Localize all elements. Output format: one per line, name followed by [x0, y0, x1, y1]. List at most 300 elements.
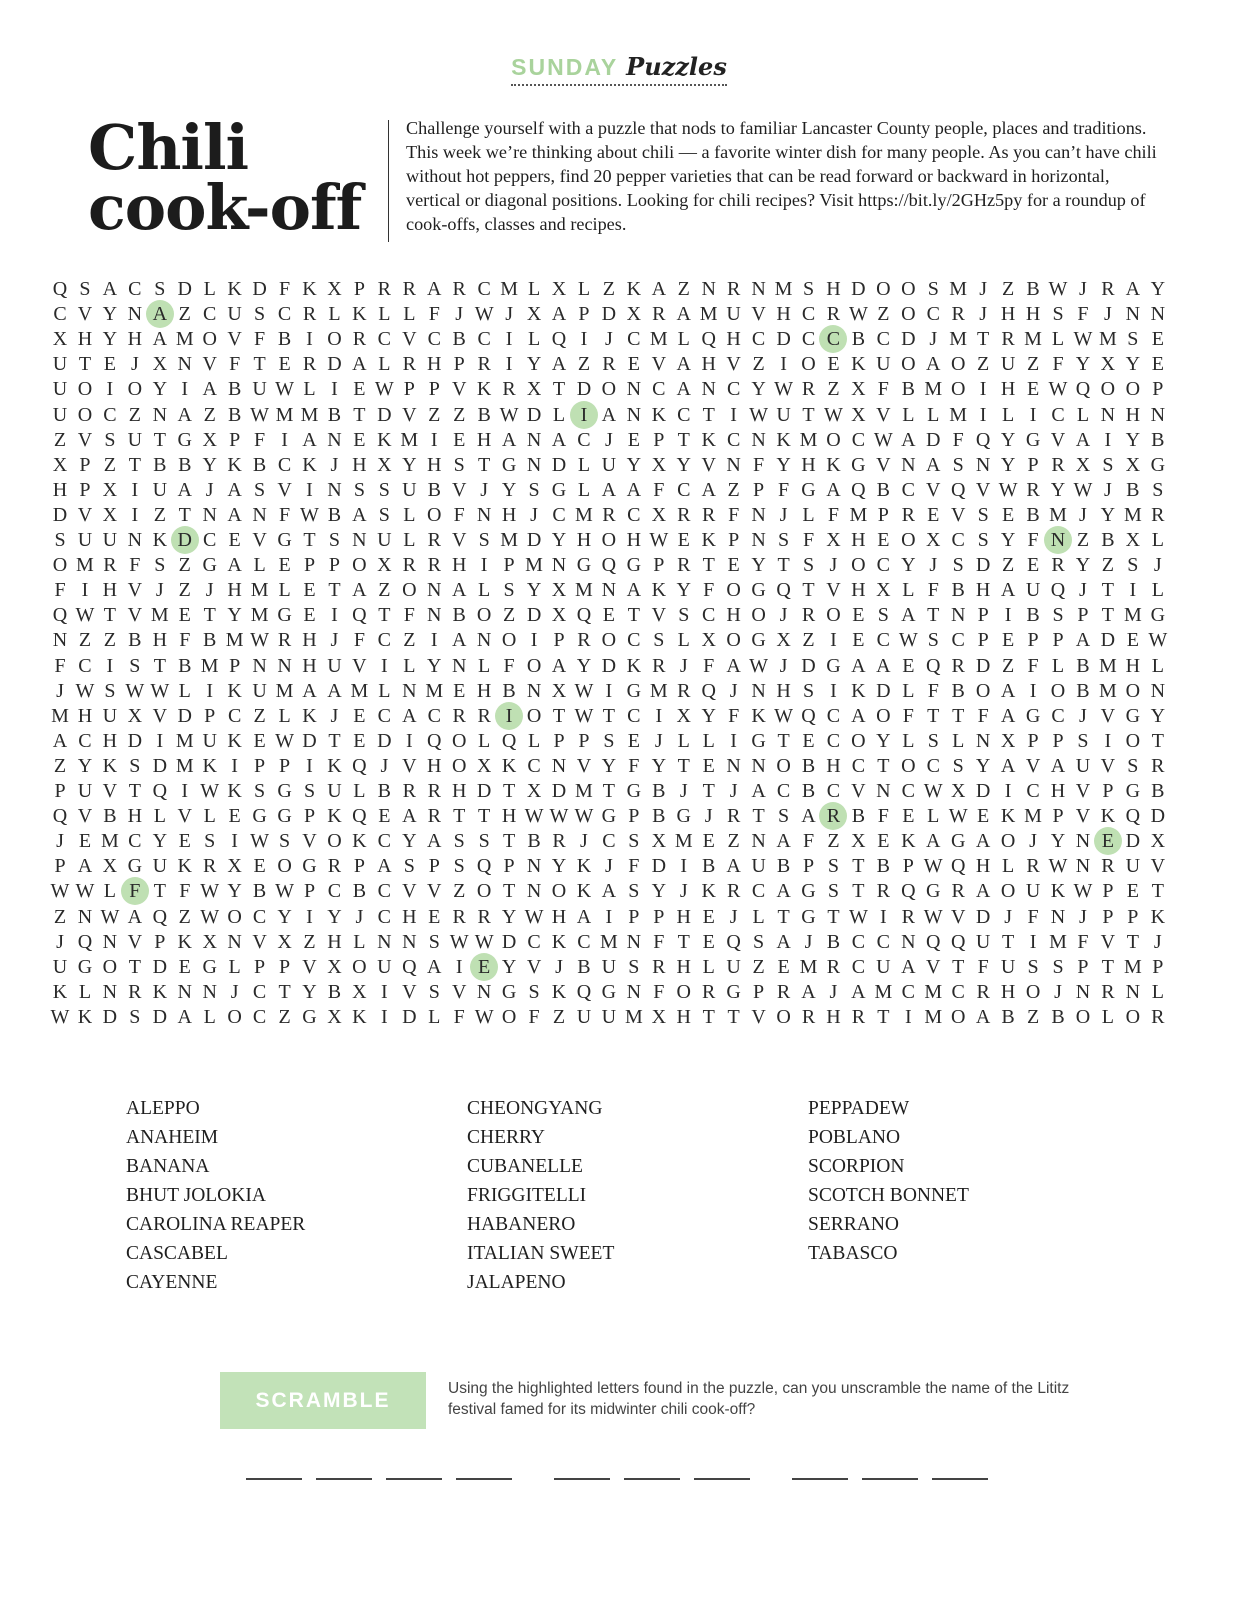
grid-letter: Z: [103, 629, 116, 652]
word-item: CHEONGYANG: [467, 1098, 603, 1119]
grid-letter: R: [452, 905, 466, 928]
grid-letter: R: [402, 554, 416, 577]
grid-letter: R: [452, 278, 466, 300]
grid-letter: J: [929, 328, 938, 351]
answer-blank[interactable]: [694, 1478, 750, 1480]
grid-letter: B: [1026, 604, 1040, 627]
grid-letter: C: [951, 629, 965, 652]
grid-letter: R: [951, 654, 965, 677]
grid-letter: J: [829, 554, 838, 577]
grid-letter: T: [677, 428, 690, 451]
grid-letter: Y: [1125, 428, 1141, 451]
grid-letter: D: [177, 529, 192, 551]
grid-letter: R: [951, 303, 965, 326]
grid-letter: A: [551, 353, 567, 376]
grid-letter: V: [227, 328, 242, 351]
grid-letter: C: [801, 328, 816, 351]
grid-letter: P: [1052, 629, 1064, 652]
grid-letter: C: [577, 428, 591, 451]
grid-letter: S: [628, 830, 640, 853]
grid-letter: H: [451, 554, 467, 577]
grid-letter: B: [951, 679, 965, 702]
grid-letter: W: [474, 303, 494, 326]
grid-letter: I: [381, 1005, 388, 1028]
grid-letter: N: [975, 729, 991, 752]
grid-letter: J: [1153, 930, 1162, 953]
grid-letter: F: [653, 930, 665, 953]
grid-letter: W: [948, 805, 968, 828]
grid-letter: L: [378, 353, 391, 376]
grid-letter: N: [451, 654, 467, 677]
grid-letter: T: [702, 1005, 715, 1028]
grid-letter: I: [1004, 604, 1012, 627]
grid-letter: E: [228, 529, 241, 551]
grid-letter: V: [926, 478, 941, 501]
grid-letter: S: [453, 855, 465, 878]
grid-letter: J: [530, 503, 538, 526]
grid-letter: P: [802, 855, 815, 878]
answer-blank[interactable]: [554, 1478, 610, 1480]
grid-letter: N: [1150, 403, 1166, 426]
grid-letter: V: [252, 529, 267, 551]
grid-letter: X: [102, 478, 118, 501]
scramble-instructions: Using the highlighted letters found in the puzzle, can you unscramble the name of the Lititz festival famed for its midwinter chili cook-off?: [448, 1380, 1070, 1418]
grid-letter: I: [131, 503, 139, 526]
grid-letter: S: [378, 503, 390, 526]
grid-letter: W: [125, 679, 145, 702]
grid-letter: N: [352, 529, 367, 551]
grid-letter: L: [78, 980, 92, 1003]
grid-letter: Z: [502, 604, 516, 627]
grid-letter: M: [674, 830, 693, 853]
answer-blank[interactable]: [932, 1478, 988, 1480]
grid-letter: F: [728, 704, 740, 727]
grid-letter: W: [250, 403, 270, 426]
grid-letter: S: [827, 855, 839, 878]
grid-letter: E: [602, 604, 615, 627]
grid-letter: C: [851, 754, 866, 777]
grid-letter: P: [628, 805, 640, 828]
grid-letter: B: [252, 453, 267, 476]
grid-letter: V: [451, 478, 467, 501]
grid-letter: X: [626, 303, 642, 326]
grid-letter: A: [726, 855, 741, 878]
grid-letter: S: [827, 880, 839, 903]
grid-letter: T: [502, 880, 516, 903]
grid-letter: P: [453, 353, 465, 376]
grid-letter: H: [302, 629, 317, 652]
grid-letter: Q: [77, 930, 93, 953]
grid-letter: W: [873, 428, 893, 451]
grid-letter: Y: [77, 754, 93, 777]
grid-letter: T: [877, 1005, 890, 1028]
grid-letter: A: [352, 353, 367, 376]
grid-letter: T: [777, 554, 790, 577]
grid-letter: X: [950, 780, 966, 802]
grid-letter: E: [453, 679, 466, 702]
grid-letter: U: [327, 654, 342, 677]
grid-letter: Y: [1150, 704, 1166, 727]
grid-letter: M: [225, 629, 244, 652]
grid-letter: V: [1150, 855, 1166, 878]
grid-letter: S: [154, 278, 166, 300]
grid-letter: H: [427, 353, 442, 376]
grid-letter: I: [605, 905, 613, 928]
grid-letter: B: [452, 328, 466, 351]
grid-letter: N: [252, 503, 267, 526]
grid-letter: M: [1098, 654, 1117, 677]
grid-letter: X: [551, 278, 567, 300]
grid-letter: J: [1079, 503, 1087, 526]
grid-letter: Q: [427, 729, 442, 752]
grid-letter: R: [602, 503, 616, 526]
grid-letter: P: [1077, 955, 1089, 978]
grid-letter: M: [949, 328, 968, 351]
grid-letter: E: [852, 604, 865, 627]
grid-letter: T: [128, 780, 141, 802]
grid-letter: E: [827, 353, 840, 376]
grid-letter: Y: [501, 955, 517, 978]
grid-letter: Y: [277, 905, 292, 928]
grid-letter: O: [950, 378, 966, 401]
word-item: ANAHEIM: [126, 1127, 219, 1148]
grid-letter: N: [726, 754, 741, 777]
grid-letter: E: [1001, 503, 1015, 526]
grid-letter: S: [104, 428, 116, 451]
grid-letter: X: [377, 453, 392, 476]
grid-letter: T: [253, 353, 266, 376]
grid-letter: P: [303, 805, 316, 828]
grid-letter: R: [477, 353, 491, 376]
grid-letter: R: [477, 905, 491, 928]
grid-letter: P: [877, 503, 889, 526]
grid-letter: D: [651, 855, 667, 878]
grid-letter: I: [680, 855, 688, 878]
grid-letter: V: [751, 303, 766, 326]
grid-letter: I: [505, 704, 513, 727]
grid-letter: O: [676, 980, 691, 1003]
grid-letter: V: [402, 328, 417, 351]
grid-letter: S: [528, 478, 540, 501]
grid-letter: M: [649, 679, 668, 702]
grid-letter: D: [776, 328, 791, 351]
grid-letter: G: [726, 980, 741, 1003]
grid-letter: J: [230, 980, 239, 1003]
grid-letter: I: [904, 1005, 912, 1028]
grid-letter: X: [551, 579, 567, 602]
grid-letter: M: [1098, 328, 1117, 351]
grid-letter: T: [1101, 579, 1114, 602]
grid-letter: S: [428, 980, 440, 1003]
grid-letter: J: [130, 353, 139, 376]
grid-letter: W: [574, 704, 594, 727]
grid-letter: V: [177, 805, 192, 828]
grid-letter: D: [152, 1005, 168, 1028]
answer-blank[interactable]: [316, 1478, 372, 1480]
grid-letter: E: [702, 754, 715, 777]
grid-letter: J: [205, 478, 214, 501]
grid-letter: W: [1073, 880, 1093, 903]
grid-letter: B: [377, 780, 392, 802]
grid-letter: J: [1004, 905, 1012, 928]
grid-letter: N: [476, 980, 492, 1003]
grid-letter: G: [601, 805, 617, 828]
grid-letter: B: [901, 378, 915, 401]
grid-letter: S: [104, 679, 116, 702]
grid-letter: A: [402, 805, 417, 828]
grid-letter: S: [653, 629, 665, 652]
grid-letter: Z: [153, 503, 166, 526]
grid-letter: W: [823, 403, 843, 426]
grid-letter: R: [327, 855, 342, 878]
grid-letter: N: [876, 780, 891, 802]
grid-letter: E: [702, 905, 715, 928]
grid-letter: X: [102, 503, 118, 526]
grid-letter: G: [1025, 428, 1041, 451]
grid-letter: W: [574, 679, 594, 702]
grid-letter: P: [1152, 378, 1164, 401]
grid-letter: C: [1051, 403, 1065, 426]
grid-letter: R: [103, 554, 117, 577]
grid-letter: A: [377, 855, 392, 878]
grid-letter: K: [202, 754, 217, 777]
grid-letter: Z: [53, 905, 67, 928]
grid-letter: M: [425, 679, 444, 702]
grid-letter: V: [402, 403, 417, 426]
grid-letter: T: [303, 529, 316, 551]
grid-letter: G: [1150, 453, 1166, 476]
grid-letter: M: [150, 604, 169, 627]
grid-letter: D: [327, 353, 342, 376]
word-item: POBLANO: [808, 1127, 901, 1148]
grid-letter: R: [652, 955, 666, 978]
grid-letter: S: [453, 830, 465, 853]
grid-letter: O: [352, 554, 367, 577]
grid-letter: F: [653, 980, 665, 1003]
grid-letter: Y: [901, 554, 916, 577]
grid-letter: R: [502, 378, 516, 401]
grid-letter: I: [1129, 579, 1137, 602]
grid-letter: N: [1125, 303, 1141, 326]
grid-letter: G: [926, 880, 941, 903]
answer-blank[interactable]: [456, 1478, 512, 1480]
grid-letter: X: [526, 780, 542, 802]
grid-letter: N: [1075, 980, 1091, 1003]
grid-letter: Y: [1100, 503, 1116, 526]
grid-letter: E: [777, 955, 790, 978]
grid-letter: K: [327, 805, 342, 828]
grid-letter: M: [575, 780, 593, 802]
grid-letter: S: [977, 503, 989, 526]
grid-letter: E: [103, 353, 116, 376]
grid-letter: E: [1026, 378, 1040, 401]
grid-letter: K: [1000, 805, 1016, 828]
grid-letter: K: [576, 855, 592, 878]
grid-letter: L: [253, 554, 266, 577]
grid-letter: H: [726, 604, 741, 627]
grid-letter: C: [901, 780, 915, 802]
grid-letter: M: [599, 930, 618, 953]
grid-letter: A: [102, 278, 118, 300]
grid-letter: O: [77, 403, 93, 426]
grid-letter: C: [577, 930, 591, 953]
grid-letter: J: [729, 905, 738, 928]
word-item: CASCABEL: [126, 1243, 228, 1264]
grid-letter: Z: [1101, 554, 1114, 577]
grid-letter: T: [777, 905, 790, 928]
grid-letter: P: [154, 930, 166, 953]
grid-letter: F: [129, 554, 141, 577]
grid-letter: A: [926, 353, 941, 376]
grid-letter: P: [303, 880, 316, 903]
grid-letter: I: [1004, 780, 1012, 802]
grid-letter: V: [1100, 704, 1116, 727]
grid-letter: H: [1125, 654, 1141, 677]
grid-letter: P: [1152, 955, 1164, 978]
grid-letter: Q: [352, 754, 367, 777]
grid-letter: U: [876, 353, 891, 376]
grid-letter: O: [1100, 378, 1116, 401]
grid-letter: E: [253, 729, 266, 752]
grid-letter: O: [526, 704, 542, 727]
grid-letter: A: [776, 830, 791, 853]
grid-letter: K: [576, 880, 592, 903]
grid-letter: N: [252, 654, 267, 677]
grid-letter: W: [50, 880, 70, 903]
grid-letter: D: [476, 780, 492, 802]
grid-letter: W: [1048, 378, 1068, 401]
grid-letter: Y: [1050, 478, 1066, 501]
grid-letter: T: [378, 604, 391, 627]
grid-letter: N: [152, 403, 168, 426]
grid-letter: D: [402, 1005, 417, 1028]
grid-letter: G: [77, 955, 93, 978]
answer-blank[interactable]: [386, 1478, 442, 1480]
grid-letter: N: [1050, 905, 1066, 928]
grid-letter: X: [1125, 529, 1141, 551]
word-item: ITALIAN SWEET: [467, 1243, 615, 1264]
grid-letter: J: [704, 805, 713, 828]
grid-letter: P: [553, 729, 565, 752]
grid-letter: S: [1052, 303, 1064, 326]
grid-letter: T: [328, 579, 341, 602]
grid-letter: P: [204, 704, 216, 727]
answer-blank[interactable]: [792, 1478, 848, 1480]
grid-letter: U: [751, 855, 766, 878]
grid-letter: A: [651, 278, 667, 300]
grid-letter: W: [1148, 629, 1168, 652]
grid-letter: Q: [726, 930, 741, 953]
grid-letter: N: [626, 930, 642, 953]
grid-letter: R: [1026, 478, 1040, 501]
grid-letter: K: [227, 729, 242, 752]
grid-letter: P: [303, 554, 316, 577]
grid-letter: K: [751, 704, 766, 727]
answer-blank[interactable]: [862, 1478, 918, 1480]
grid-letter: Z: [403, 629, 416, 652]
word-item: JALAPENO: [467, 1272, 566, 1293]
grid-letter: C: [377, 328, 392, 351]
grid-letter: P: [578, 303, 590, 326]
grid-letter: A: [601, 403, 617, 426]
grid-letter: M: [924, 1005, 943, 1028]
grid-letter: B: [1001, 1005, 1015, 1028]
answer-blank[interactable]: [246, 1478, 302, 1480]
grid-letter: K: [302, 278, 317, 300]
grid-letter: P: [1102, 905, 1114, 928]
grid-letter: L: [952, 729, 965, 752]
grid-letter: L: [902, 403, 915, 426]
grid-letter: S: [428, 930, 440, 953]
grid-letter: N: [751, 754, 766, 777]
grid-letter: O: [950, 1005, 966, 1028]
grid-letter: O: [476, 604, 492, 627]
grid-letter: O: [851, 729, 866, 752]
grid-letter: A: [851, 980, 866, 1003]
grid-letter: L: [702, 729, 715, 752]
grid-letter: I: [530, 629, 538, 652]
grid-letter: W: [1073, 478, 1093, 501]
grid-letter: F: [1077, 930, 1089, 953]
grid-letter: Z: [453, 403, 466, 426]
grid-letter: C: [627, 328, 641, 351]
grid-letter: F: [503, 654, 515, 677]
grid-letter: H: [1125, 403, 1141, 426]
grid-letter: F: [1027, 905, 1039, 928]
grid-letter: N: [177, 353, 192, 376]
grid-letter: Z: [103, 453, 116, 476]
grid-letter: N: [77, 905, 93, 928]
grid-letter: B: [203, 629, 217, 652]
grid-letter: Y: [501, 905, 517, 928]
grid-letter: R: [128, 980, 142, 1003]
grid-letter: G: [950, 830, 966, 853]
grid-letter: T: [1101, 604, 1114, 627]
grid-letter: Z: [752, 353, 765, 376]
grid-letter: J: [380, 754, 389, 777]
grid-letter: R: [652, 654, 666, 677]
grid-letter: M: [1123, 503, 1142, 526]
grid-letter: P: [1102, 780, 1114, 802]
grid-letter: W: [898, 629, 918, 652]
grid-letter: T: [153, 654, 166, 677]
grid-letter: P: [1127, 905, 1139, 928]
grid-letter: S: [1052, 604, 1064, 627]
grid-letter: C: [652, 378, 666, 401]
grid-letter: I: [156, 729, 164, 752]
grid-letter: H: [77, 328, 93, 351]
grid-letter: Q: [950, 855, 966, 878]
grid-letter: P: [353, 278, 365, 300]
grid-letter: K: [152, 529, 168, 551]
grid-letter: H: [1050, 780, 1066, 802]
grid-letter: Y: [975, 754, 991, 777]
grid-letter: S: [478, 529, 490, 551]
grid-letter: K: [901, 830, 916, 853]
grid-letter: S: [353, 478, 365, 501]
grid-letter: V: [102, 780, 118, 802]
grid-letter: Q: [601, 554, 617, 577]
grid-letter: V: [1100, 754, 1116, 777]
grid-letter: J: [804, 930, 813, 953]
grid-letter: X: [1150, 830, 1166, 853]
grid-letter: P: [753, 478, 765, 501]
grid-letter: M: [100, 830, 119, 853]
answer-blank[interactable]: [624, 1478, 680, 1480]
grid-letter: U: [726, 955, 741, 978]
grid-letter: G: [626, 679, 642, 702]
grid-letter: R: [677, 679, 691, 702]
